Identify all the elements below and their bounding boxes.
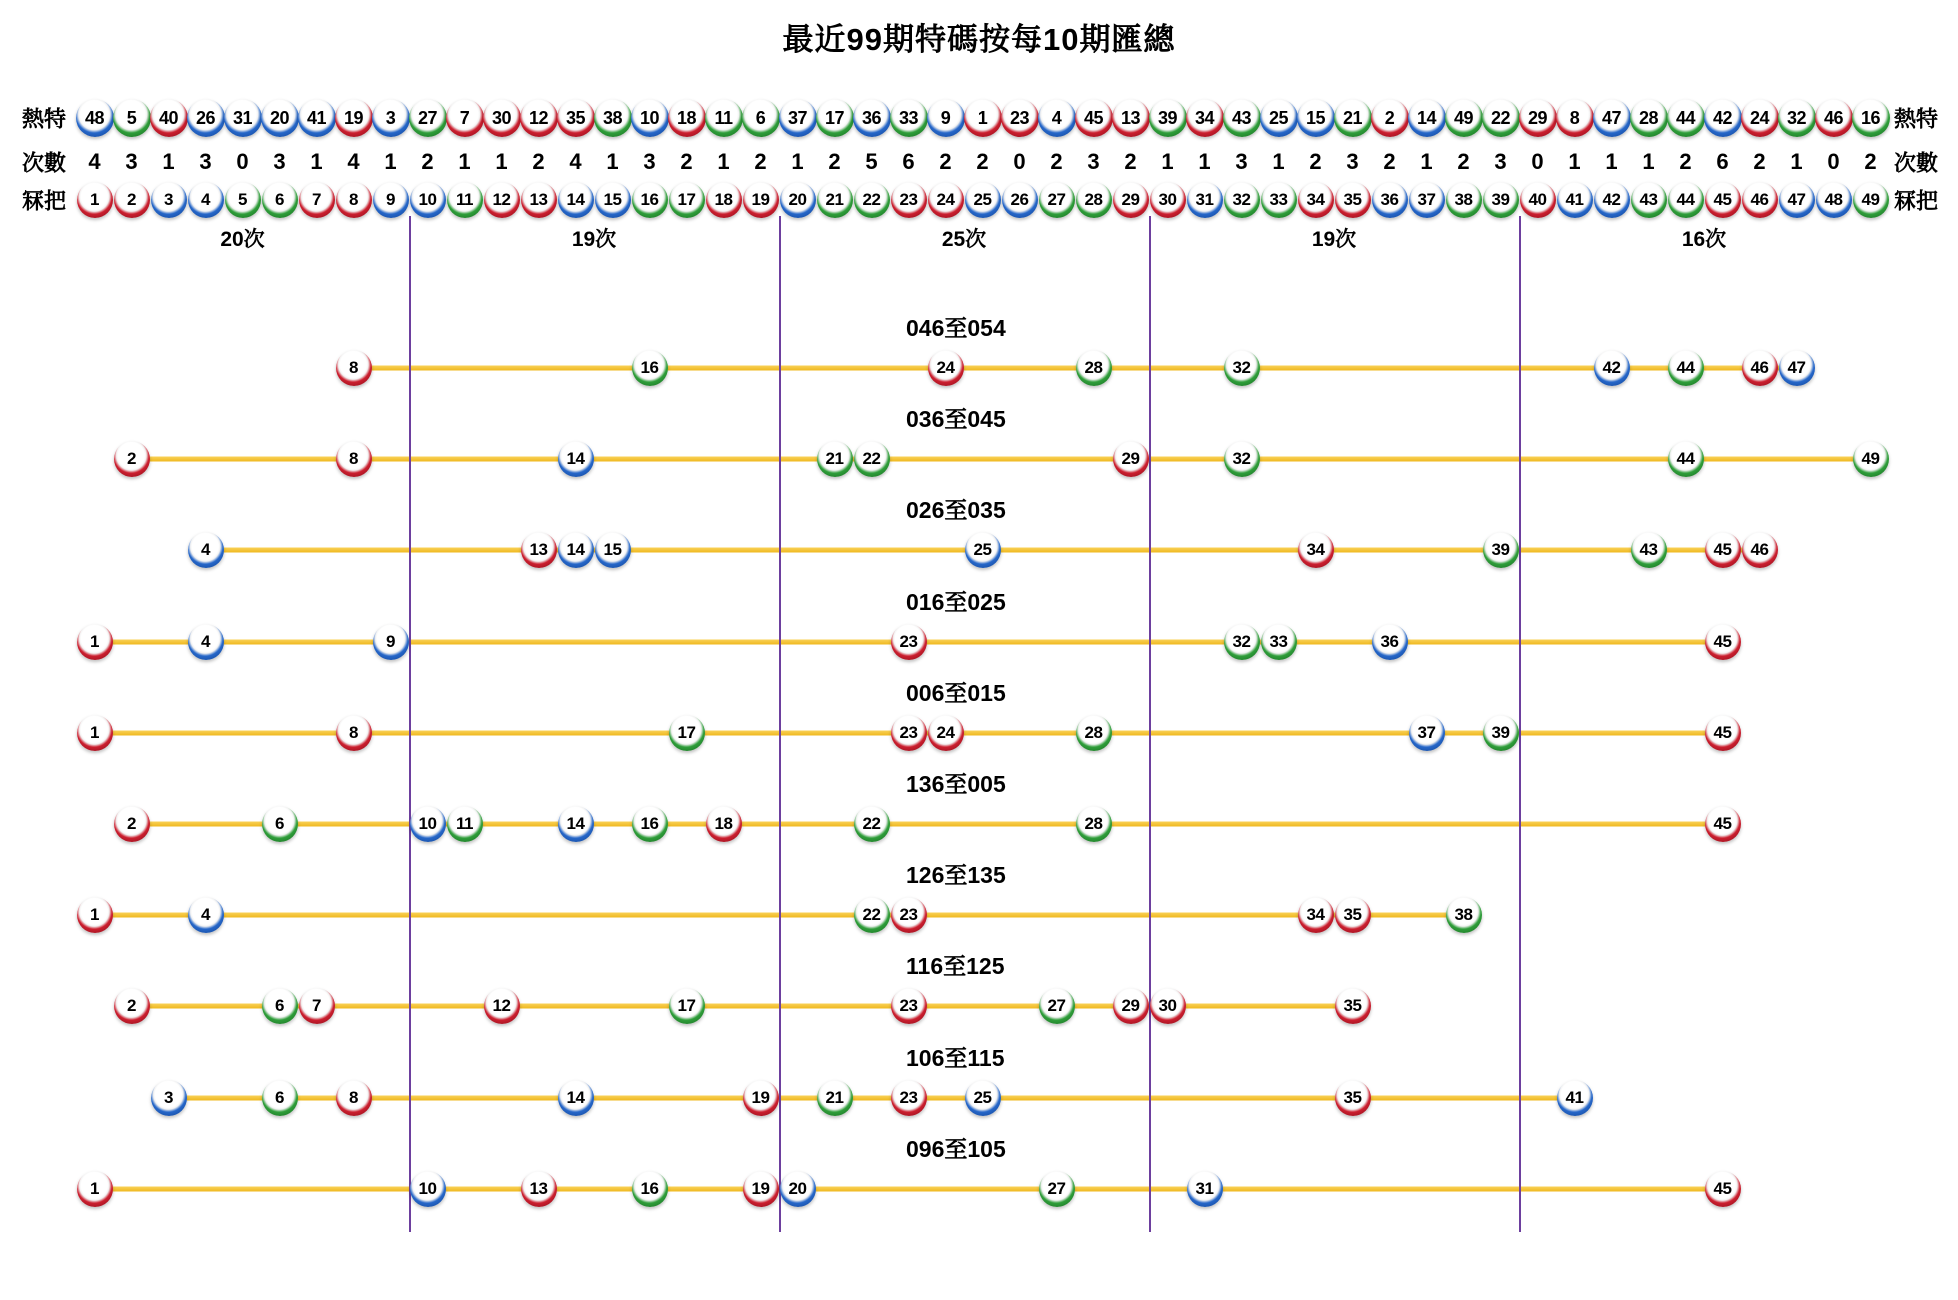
ball-10-blue: 10 — [410, 1171, 446, 1207]
ball-1-red: 1 — [77, 624, 113, 660]
count-value-14: 4 — [569, 149, 582, 174]
ball-41-blue: 41 — [298, 99, 336, 137]
ball-39-green: 39 — [1483, 182, 1519, 218]
ball-32-green: 32 — [1778, 99, 1816, 137]
ball-3-blue: 3 — [151, 182, 187, 218]
ball-27-green: 27 — [1039, 182, 1075, 218]
ball-43-green: 43 — [1631, 532, 1667, 568]
ball-8-red: 8 — [336, 715, 372, 751]
ball-6-green: 6 — [262, 806, 298, 842]
ball-37-blue: 37 — [1409, 182, 1445, 218]
ball-46-red: 46 — [1742, 532, 1778, 568]
ball-4-blue: 4 — [188, 182, 224, 218]
ball-48-blue: 48 — [1816, 182, 1852, 218]
ball-32-green: 32 — [1224, 182, 1260, 218]
ball-3-blue: 3 — [372, 99, 410, 137]
ball-12-red: 12 — [484, 988, 520, 1024]
ball-5-green: 5 — [113, 99, 151, 137]
ball-46-red: 46 — [1742, 350, 1778, 386]
count-value-41: 1 — [1568, 149, 1581, 174]
ball-44-green: 44 — [1668, 350, 1704, 386]
ball-25-blue: 25 — [965, 182, 1001, 218]
ball-31-blue: 31 — [1187, 1171, 1223, 1207]
ball-6-green: 6 — [262, 988, 298, 1024]
ball-8-red: 8 — [336, 350, 372, 386]
ball-43-green: 43 — [1631, 182, 1667, 218]
ball-44-green: 44 — [1668, 441, 1704, 477]
ball-12-red: 12 — [520, 99, 558, 137]
ball-46-red: 46 — [1815, 99, 1853, 137]
section-divider — [1519, 216, 1521, 1232]
ball-32-green: 32 — [1224, 350, 1260, 386]
count-value-26: 0 — [1013, 149, 1026, 174]
ball-34-red: 34 — [1298, 182, 1334, 218]
ball-20-blue: 20 — [780, 1171, 816, 1207]
ball-19-red: 19 — [743, 1171, 779, 1207]
ball-2-red: 2 — [114, 182, 150, 218]
ball-32-green: 32 — [1224, 441, 1260, 477]
ball-29-red: 29 — [1519, 99, 1557, 137]
count-value-33: 1 — [1272, 149, 1285, 174]
ball-3-blue: 3 — [151, 1080, 187, 1116]
ball-38-green: 38 — [1446, 897, 1482, 933]
count-value-19: 2 — [754, 149, 767, 174]
ball-23-red: 23 — [891, 624, 927, 660]
ball-7-red: 7 — [446, 99, 484, 137]
ball-33-green: 33 — [890, 99, 928, 137]
count-value-3: 1 — [162, 149, 175, 174]
ball-25-blue: 25 — [965, 1080, 1001, 1116]
count-value-28: 3 — [1087, 149, 1100, 174]
ball-1-red: 1 — [77, 1171, 113, 1207]
count-value-32: 3 — [1235, 149, 1248, 174]
ball-30-red: 30 — [1150, 988, 1186, 1024]
ball-6-green: 6 — [262, 1080, 298, 1116]
ball-13-red: 13 — [521, 532, 557, 568]
period-range-label: 036至045 — [906, 406, 1006, 433]
ball-46-red: 46 — [1742, 182, 1778, 218]
ball-45-red: 45 — [1705, 182, 1741, 218]
ball-11-green: 11 — [447, 182, 483, 218]
ball-41-blue: 41 — [1557, 182, 1593, 218]
ball-11-green: 11 — [447, 806, 483, 842]
ball-27-green: 27 — [1039, 988, 1075, 1024]
ball-31-blue: 31 — [1187, 182, 1223, 218]
ball-40-red: 40 — [150, 99, 188, 137]
ball-4-blue: 4 — [188, 897, 224, 933]
ball-28-green: 28 — [1076, 182, 1112, 218]
ball-44-green: 44 — [1667, 99, 1705, 137]
ball-10-blue: 10 — [410, 182, 446, 218]
ball-44-green: 44 — [1668, 182, 1704, 218]
ball-36-blue: 36 — [853, 99, 891, 137]
count-value-4: 3 — [199, 149, 212, 174]
section-divider — [409, 216, 411, 1232]
ball-35-red: 35 — [557, 99, 595, 137]
ball-21-green: 21 — [1334, 99, 1372, 137]
count-value-31: 1 — [1198, 149, 1211, 174]
ball-39-green: 39 — [1483, 715, 1519, 751]
ball-17-green: 17 — [669, 715, 705, 751]
ball-23-red: 23 — [891, 988, 927, 1024]
ball-27-green: 27 — [409, 99, 447, 137]
section-divider — [779, 216, 781, 1232]
period-row-line — [95, 1186, 1723, 1191]
ball-22-green: 22 — [854, 182, 890, 218]
ball-45-red: 45 — [1705, 624, 1741, 660]
ball-29-red: 29 — [1113, 988, 1149, 1024]
ball-38-green: 38 — [1446, 182, 1482, 218]
ball-22-green: 22 — [1482, 99, 1520, 137]
count-value-36: 2 — [1383, 149, 1396, 174]
ball-8-red: 8 — [336, 441, 372, 477]
ball-39-green: 39 — [1149, 99, 1187, 137]
ball-9-blue: 9 — [927, 99, 965, 137]
count-value-24: 2 — [939, 149, 952, 174]
ball-9-blue: 9 — [373, 182, 409, 218]
count-value-37: 1 — [1420, 149, 1433, 174]
number-label-right: 冧把 — [1894, 188, 1939, 214]
ball-4-blue: 4 — [188, 624, 224, 660]
ball-21-green: 21 — [817, 182, 853, 218]
ball-47-blue: 47 — [1779, 350, 1815, 386]
ball-22-green: 22 — [854, 897, 890, 933]
ball-13-red: 13 — [1112, 99, 1150, 137]
ball-16-green: 16 — [632, 182, 668, 218]
ball-6-green: 6 — [742, 99, 780, 137]
ball-19-red: 19 — [335, 99, 373, 137]
ball-34-red: 34 — [1298, 532, 1334, 568]
ball-8-red: 8 — [336, 182, 372, 218]
ball-2-red: 2 — [114, 806, 150, 842]
ball-5-green: 5 — [225, 182, 261, 218]
ball-4-blue: 4 — [188, 532, 224, 568]
ball-41-blue: 41 — [1557, 1080, 1593, 1116]
count-value-35: 3 — [1346, 149, 1359, 174]
ball-28-green: 28 — [1630, 99, 1668, 137]
ball-15-blue: 15 — [595, 182, 631, 218]
ball-1-red: 1 — [77, 715, 113, 751]
ball-26-blue: 26 — [187, 99, 225, 137]
ball-16-green: 16 — [632, 350, 668, 386]
count-value-8: 4 — [347, 149, 360, 174]
section-count-label: 20次 — [220, 228, 265, 251]
ball-35-red: 35 — [1335, 988, 1371, 1024]
count-value-30: 1 — [1161, 149, 1174, 174]
ball-47-blue: 47 — [1593, 99, 1631, 137]
ball-39-green: 39 — [1483, 532, 1519, 568]
ball-45-red: 45 — [1705, 806, 1741, 842]
ball-25-blue: 25 — [1260, 99, 1298, 137]
count-value-44: 2 — [1679, 149, 1692, 174]
ball-21-green: 21 — [817, 1080, 853, 1116]
ball-18-red: 18 — [706, 182, 742, 218]
count-value-46: 2 — [1753, 149, 1766, 174]
section-count-label: 19次 — [571, 228, 617, 251]
count-value-47: 1 — [1790, 149, 1803, 174]
period-range-label: 136至005 — [906, 771, 1006, 797]
ball-22-green: 22 — [854, 806, 890, 842]
count-value-38: 2 — [1457, 149, 1470, 174]
ball-24-red: 24 — [928, 350, 964, 386]
ball-14-blue: 14 — [1408, 99, 1446, 137]
ball-48-blue: 48 — [76, 99, 114, 137]
count-value-15: 1 — [606, 149, 619, 174]
ball-2-red: 2 — [1371, 99, 1409, 137]
ball-12-red: 12 — [484, 182, 520, 218]
ball-1-red: 1 — [77, 182, 113, 218]
ball-20-blue: 20 — [261, 99, 299, 137]
count-value-2: 3 — [125, 149, 138, 174]
count-value-21: 2 — [828, 149, 841, 174]
ball-45-red: 45 — [1705, 1171, 1741, 1207]
ball-24-red: 24 — [928, 715, 964, 751]
ball-17-green: 17 — [816, 99, 854, 137]
ball-36-blue: 36 — [1372, 182, 1408, 218]
ball-34-red: 34 — [1298, 897, 1334, 933]
ball-35-red: 35 — [1335, 182, 1371, 218]
ball-29-red: 29 — [1113, 182, 1149, 218]
count-value-23: 6 — [902, 149, 915, 174]
count-value-13: 2 — [532, 149, 545, 174]
period-range-label: 046至054 — [906, 315, 1006, 341]
count-value-12: 1 — [495, 149, 508, 174]
section-count-label: 25次 — [941, 228, 987, 251]
count-value-27: 2 — [1050, 149, 1063, 174]
ball-13-red: 13 — [521, 1171, 557, 1207]
ball-1-red: 1 — [964, 99, 1002, 137]
ball-17-green: 17 — [669, 182, 705, 218]
period-range-label: 026至035 — [906, 497, 1006, 524]
ball-15-blue: 15 — [1297, 99, 1335, 137]
period-range-label: 006至015 — [906, 679, 1006, 706]
count-value-20: 1 — [791, 149, 804, 174]
ball-2-red: 2 — [114, 988, 150, 1024]
ball-15-blue: 15 — [595, 532, 631, 568]
ball-43-green: 43 — [1223, 99, 1261, 137]
ball-18-red: 18 — [706, 806, 742, 842]
ball-17-green: 17 — [669, 988, 705, 1024]
number-label-left: 冧把 — [22, 188, 67, 214]
ball-27-green: 27 — [1039, 1171, 1075, 1207]
count-value-40: 0 — [1531, 149, 1544, 174]
ball-32-green: 32 — [1224, 624, 1260, 660]
count-value-34: 2 — [1309, 149, 1322, 174]
period-range-label: 106至115 — [906, 1044, 1005, 1071]
ball-14-blue: 14 — [558, 182, 594, 218]
ball-11-green: 11 — [705, 99, 743, 137]
ball-25-blue: 25 — [965, 532, 1001, 568]
ball-21-green: 21 — [817, 441, 853, 477]
ball-7-red: 7 — [299, 182, 335, 218]
ball-16-green: 16 — [632, 1171, 668, 1207]
ball-6-green: 6 — [262, 182, 298, 218]
count-value-39: 3 — [1494, 149, 1507, 174]
ball-24-red: 24 — [928, 182, 964, 218]
ball-2-red: 2 — [114, 441, 150, 477]
ball-35-red: 35 — [1335, 1080, 1371, 1116]
count-value-48: 0 — [1827, 149, 1840, 174]
ball-19-red: 19 — [743, 182, 779, 218]
ball-33-green: 33 — [1261, 182, 1297, 218]
count-value-18: 1 — [717, 149, 730, 174]
ball-45-red: 45 — [1075, 99, 1113, 137]
count-value-45: 6 — [1716, 149, 1729, 174]
ball-38-green: 38 — [594, 99, 632, 137]
ball-1-red: 1 — [77, 897, 113, 933]
ball-42-blue: 42 — [1594, 182, 1630, 218]
period-range-label: 096至105 — [906, 1135, 1006, 1162]
count-value-22: 5 — [865, 149, 878, 174]
count-value-16: 3 — [643, 149, 656, 174]
count-value-5: 0 — [236, 149, 249, 174]
ball-45-red: 45 — [1705, 715, 1741, 751]
count-label-left: 次數 — [22, 150, 67, 176]
section-count-label: 19次 — [1311, 228, 1357, 251]
ball-49-green: 49 — [1853, 182, 1889, 218]
ball-13-red: 13 — [521, 182, 557, 218]
count-value-9: 1 — [384, 149, 397, 174]
ball-10-blue: 10 — [410, 806, 446, 842]
hot-label-left: 熱特 — [22, 106, 67, 132]
ball-16-green: 16 — [632, 806, 668, 842]
ball-18-red: 18 — [668, 99, 706, 137]
ball-14-blue: 14 — [558, 532, 594, 568]
ball-14-blue: 14 — [558, 1080, 594, 1116]
ball-31-blue: 31 — [224, 99, 262, 137]
ball-10-blue: 10 — [631, 99, 669, 137]
count-value-10: 2 — [421, 149, 434, 174]
ball-23-red: 23 — [891, 182, 927, 218]
ball-8-red: 8 — [1556, 99, 1594, 137]
ball-26-blue: 26 — [1002, 182, 1038, 218]
ball-35-red: 35 — [1335, 897, 1371, 933]
ball-4-blue: 4 — [1038, 99, 1076, 137]
ball-30-red: 30 — [483, 99, 521, 137]
count-value-49: 2 — [1864, 149, 1877, 174]
count-value-7: 1 — [310, 149, 323, 174]
ball-14-blue: 14 — [558, 441, 594, 477]
ball-36-blue: 36 — [1372, 624, 1408, 660]
ball-8-red: 8 — [336, 1080, 372, 1116]
ball-16-green: 16 — [1852, 99, 1890, 137]
ball-37-blue: 37 — [1409, 715, 1445, 751]
ball-23-red: 23 — [891, 715, 927, 751]
ball-47-blue: 47 — [1779, 182, 1815, 218]
ball-33-green: 33 — [1261, 624, 1297, 660]
section-count-label: 16次 — [1681, 228, 1727, 251]
ball-28-green: 28 — [1076, 806, 1112, 842]
ball-24-red: 24 — [1741, 99, 1779, 137]
ball-42-blue: 42 — [1704, 99, 1742, 137]
ball-23-red: 23 — [1001, 99, 1039, 137]
ball-9-blue: 9 — [373, 624, 409, 660]
ball-49-green: 49 — [1445, 99, 1483, 137]
hot-label-right: 熱特 — [1894, 106, 1939, 132]
count-value-25: 2 — [976, 149, 989, 174]
count-value-17: 2 — [680, 149, 693, 174]
period-range-label: 126至135 — [906, 862, 1006, 889]
count-value-29: 2 — [1124, 149, 1137, 174]
ball-37-blue: 37 — [779, 99, 817, 137]
section-divider — [1149, 216, 1151, 1232]
ball-19-red: 19 — [743, 1080, 779, 1116]
ball-22-green: 22 — [854, 441, 890, 477]
count-label-right: 次數 — [1894, 150, 1939, 176]
ball-30-red: 30 — [1150, 182, 1186, 218]
ball-34-red: 34 — [1186, 99, 1224, 137]
ball-23-red: 23 — [891, 1080, 927, 1116]
ball-23-red: 23 — [891, 897, 927, 933]
period-range-label: 016至025 — [906, 588, 1006, 615]
chart-title: 最近99期特碼按每10期匯總 — [782, 22, 1176, 57]
ball-14-blue: 14 — [558, 806, 594, 842]
count-value-1: 4 — [88, 149, 101, 174]
ball-7-red: 7 — [299, 988, 335, 1024]
period-row-line — [132, 822, 1723, 827]
count-value-43: 1 — [1642, 149, 1655, 174]
count-value-42: 1 — [1605, 149, 1618, 174]
ball-29-red: 29 — [1113, 441, 1149, 477]
period-row-line — [132, 457, 1871, 462]
ball-49-green: 49 — [1853, 441, 1889, 477]
ball-42-blue: 42 — [1594, 350, 1630, 386]
ball-45-red: 45 — [1705, 532, 1741, 568]
period-range-label: 116至125 — [906, 953, 1005, 980]
count-value-11: 1 — [458, 149, 471, 174]
ball-28-green: 28 — [1076, 715, 1112, 751]
ball-28-green: 28 — [1076, 350, 1112, 386]
ball-40-red: 40 — [1520, 182, 1556, 218]
count-value-6: 3 — [273, 149, 286, 174]
ball-20-blue: 20 — [780, 182, 816, 218]
